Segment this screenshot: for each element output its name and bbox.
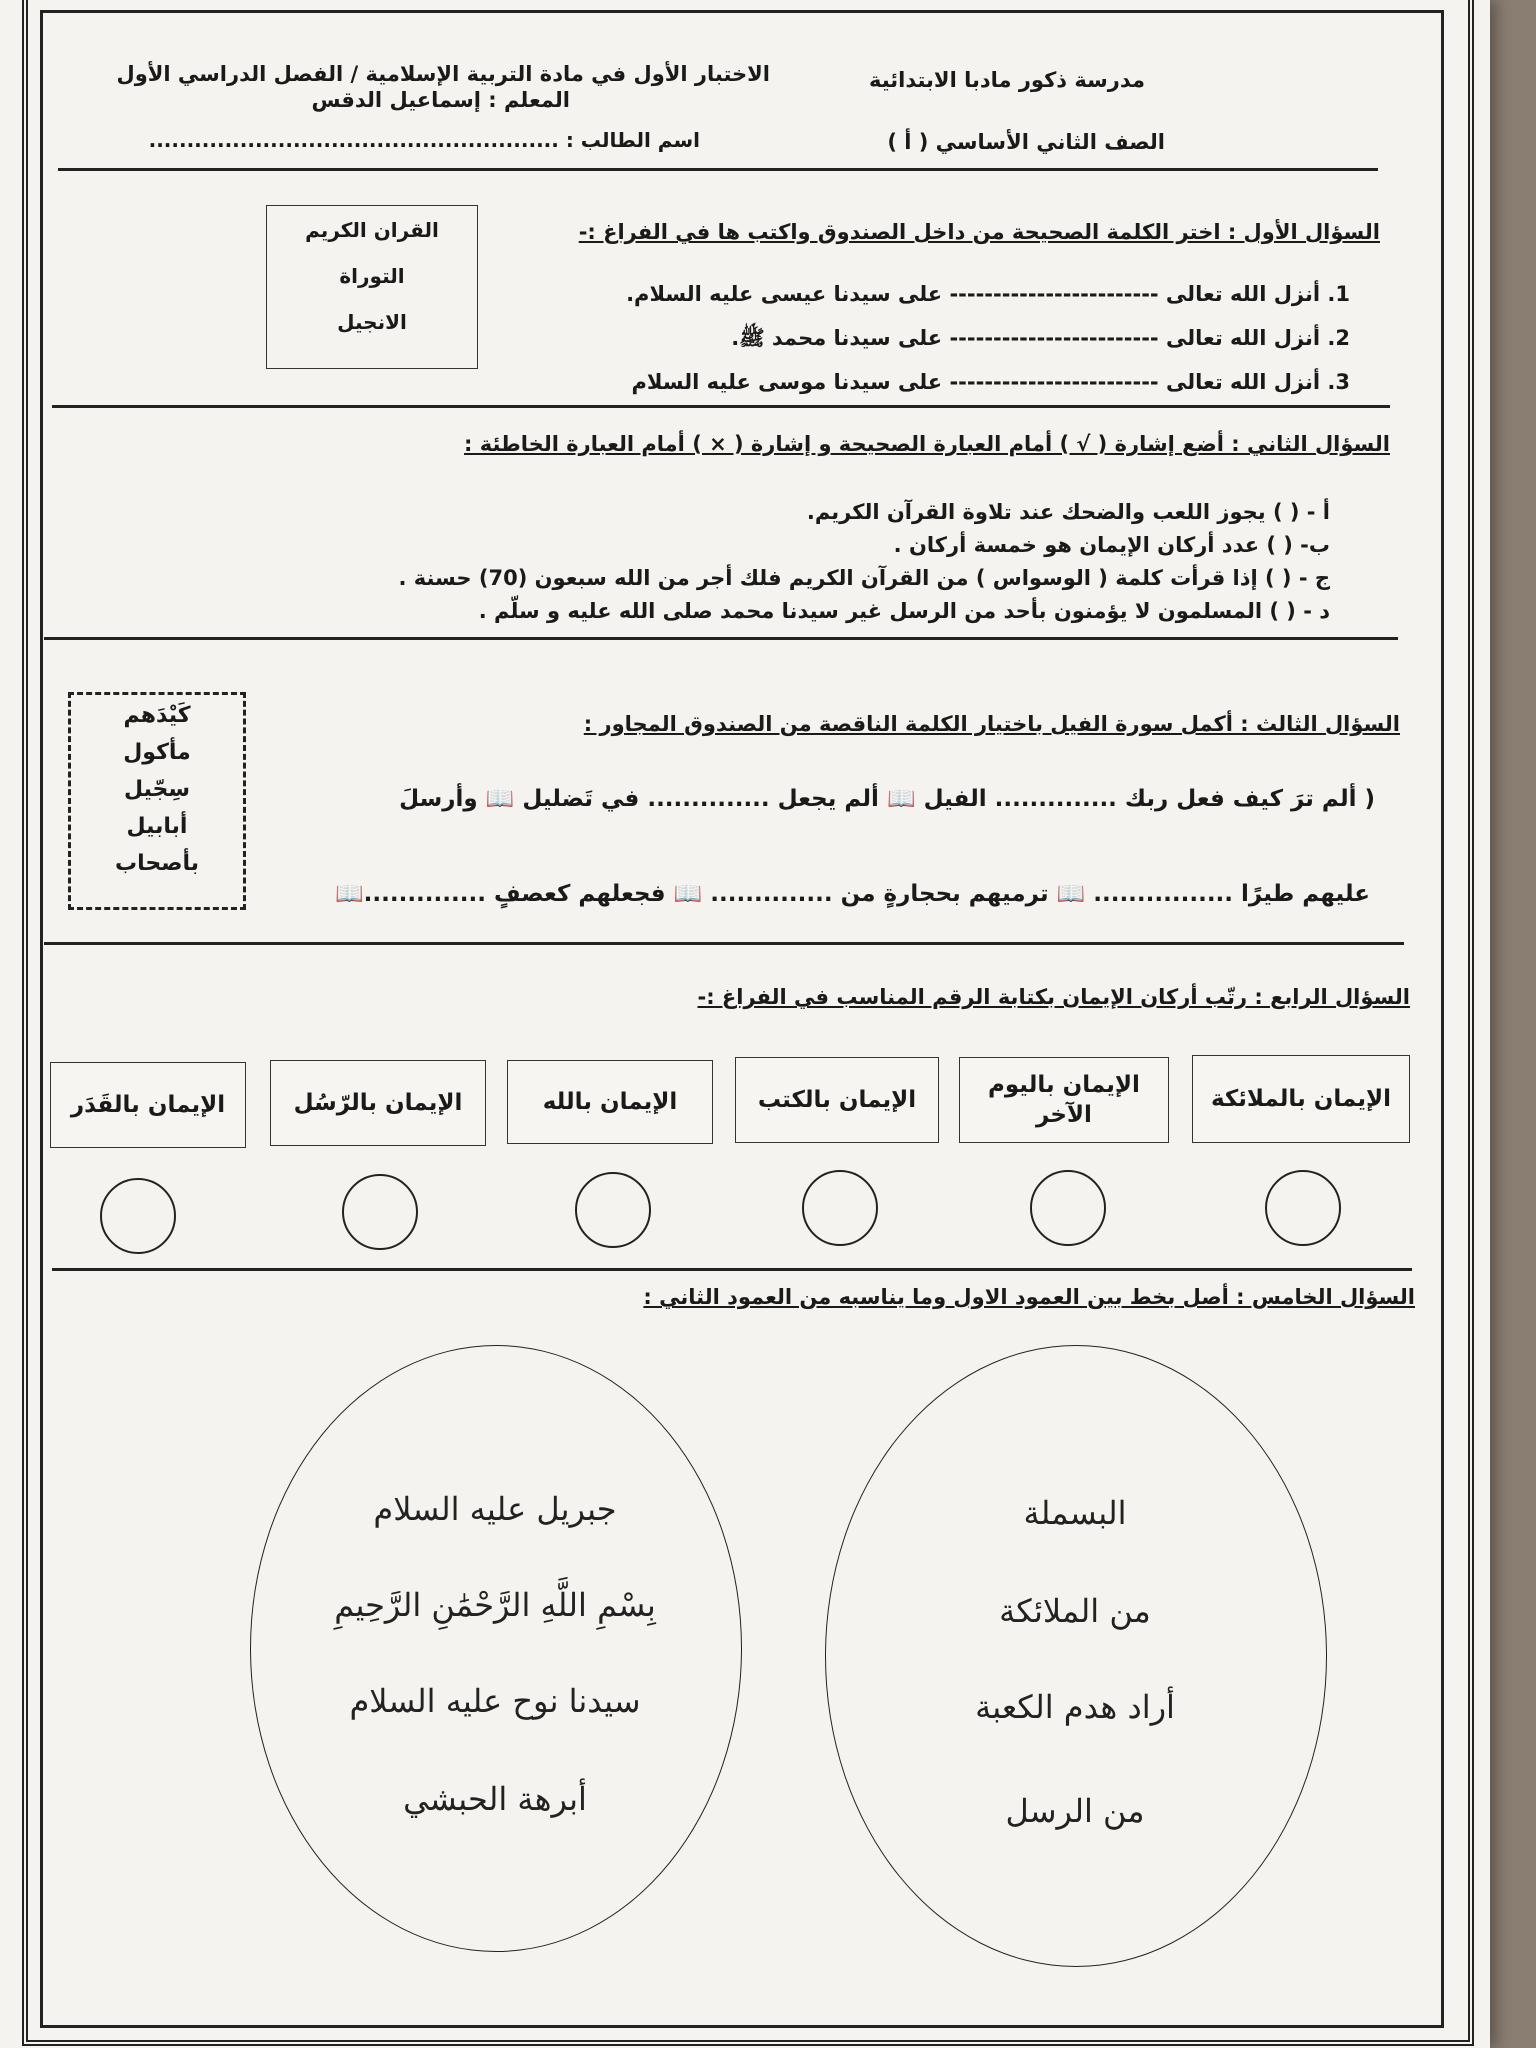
q1-item-1[interactable]: 1. أنزل الله تعالى ------------------------ على سيدنا عيسى عليه السلام. [626, 282, 1350, 306]
q4-title: السؤال الرابع : رتّب أركان الإيمان بكتابة الرقم المناسب في الفراغ :- [697, 985, 1410, 1009]
q4-option-messengers: الإيمان بالرّسُل [270, 1060, 486, 1146]
teacher-name: المعلم : إسماعيل الدقس [311, 88, 570, 112]
divider-q4 [52, 1268, 1412, 1271]
q3-word-box [68, 692, 246, 910]
q5-col1-item[interactable]: من الملائكة [999, 1592, 1151, 1630]
q4-answer-circle[interactable] [1030, 1170, 1106, 1246]
q5-col2-item[interactable]: جبريل عليه السلام [373, 1490, 617, 1528]
q4-option-books: الإيمان بالكتب [735, 1057, 939, 1143]
q5-col2-item[interactable]: بِسْمِ اللَّهِ الرَّحْمَٰنِ الرَّحِيمِ [334, 1586, 656, 1624]
divider-header [58, 168, 1378, 171]
student-name-field[interactable]: اسم الطالب : ...................................................... [148, 128, 700, 152]
q3-box-word: سِجّيل [123, 777, 191, 802]
school-name: مدرسة ذكور مادبا الابتدائية [868, 68, 1145, 92]
divider-q2 [44, 637, 1398, 640]
q3-title: السؤال الثالث : أكمل سورة الفيل باختيار الكلمة الناقصة من الصندوق المجاور : [583, 712, 1400, 736]
q5-col1-item[interactable]: من الرسل [1005, 1792, 1145, 1830]
q2-item-c[interactable]: ج - ( ) إذا قرأت كلمة ( الوسواس ) من القرآن الكريم فلك أجر من الله سبعون (70) حسنة . [398, 566, 1330, 590]
q3-box-word: كَيْدَهم [123, 703, 191, 728]
q2-title: السؤال الثاني : أضع إشارة ( √ ) أمام العبارة الصحيحة و إشارة ( × ) أمام العبارة الخاطئة : [464, 432, 1390, 456]
q4-answer-circle[interactable] [342, 1174, 418, 1250]
q4-option-allah: الإيمان بالله [507, 1060, 713, 1144]
q5-col1-item[interactable]: أراد هدم الكعبة [975, 1688, 1175, 1726]
q2-item-d[interactable]: د - ( ) المسلمون لا يؤمنون بأحد من الرسل غير سيدنا محمد صلى الله عليه و سلّم . [478, 599, 1330, 623]
q5-col2-item[interactable]: أبرهة الحبشي [403, 1780, 587, 1818]
q1-item-2[interactable]: 2. أنزل الله تعالى ------------------------ على سيدنا محمد ﷺ. [731, 326, 1350, 350]
q1-item-3[interactable]: 3. أنزل الله تعالى ------------------------ على سيدنا موسى عليه السلام [631, 370, 1350, 394]
q1-title: السؤال الأول : اختر الكلمة الصحيحة من داخل الصندوق واكتب ها في الفراغ :- [578, 220, 1380, 244]
q5-column-1-oval [825, 1345, 1327, 1967]
divider-q3 [44, 942, 1404, 945]
q2-item-a[interactable]: أ - ( ) يجوز اللعب والضحك عند تلاوة القرآن الكريم. [806, 500, 1330, 524]
q4-answer-circle[interactable] [802, 1170, 878, 1246]
q4-option-destiny: الإيمان بالقَدَر [50, 1062, 246, 1148]
q3-box-word: مأكول [123, 740, 191, 765]
q3-verse-line-2[interactable]: عليهم طيرًا ................ 📖 ترميهم بحجارةٍ من .............. 📖 فجعلهم كعصفٍ ..............📖 [335, 881, 1370, 907]
q5-col1-item[interactable]: البسملة [1023, 1494, 1127, 1532]
q3-verse-line-1[interactable]: ( ألم ترَ كيف فعل ربك .............. الفيل 📖 ألم يجعل .............. في تَضليل 📖 وأرسلَ [399, 786, 1375, 812]
q5-column-2-oval [250, 1345, 742, 1952]
grade-label: الصف الثاني الأساسي ( أ ) [887, 130, 1165, 154]
q1-box-word: التوراة [339, 264, 405, 288]
q4-answer-circle[interactable] [1265, 1170, 1341, 1246]
q1-box-word: الانجيل [337, 310, 407, 334]
exam-title: الاختبار الأول في مادة التربية الإسلامية / الفصل الدراسي الأول [116, 62, 770, 86]
q4-answer-circle[interactable] [575, 1172, 651, 1248]
q4-option-last-day: الإيمان باليوم الآخر [959, 1057, 1169, 1143]
q3-box-word: أبابيل [126, 814, 188, 839]
q1-box-word: القران الكريم [305, 218, 439, 242]
divider-q1 [52, 405, 1390, 408]
q2-item-b[interactable]: ب- ( ) عدد أركان الإيمان هو خمسة أركان . [893, 533, 1330, 557]
q4-option-angels: الإيمان بالملائكة [1192, 1055, 1410, 1143]
q1-word-box [266, 205, 478, 369]
q4-answer-circle[interactable] [100, 1178, 176, 1254]
q5-col2-item[interactable]: سيدنا نوح عليه السلام [349, 1682, 641, 1720]
q5-title: السؤال الخامس : أصل بخط بين العمود الاول وما يناسبه من العمود الثاني : [643, 1285, 1415, 1309]
q3-box-word: بأصحاب [114, 851, 199, 876]
